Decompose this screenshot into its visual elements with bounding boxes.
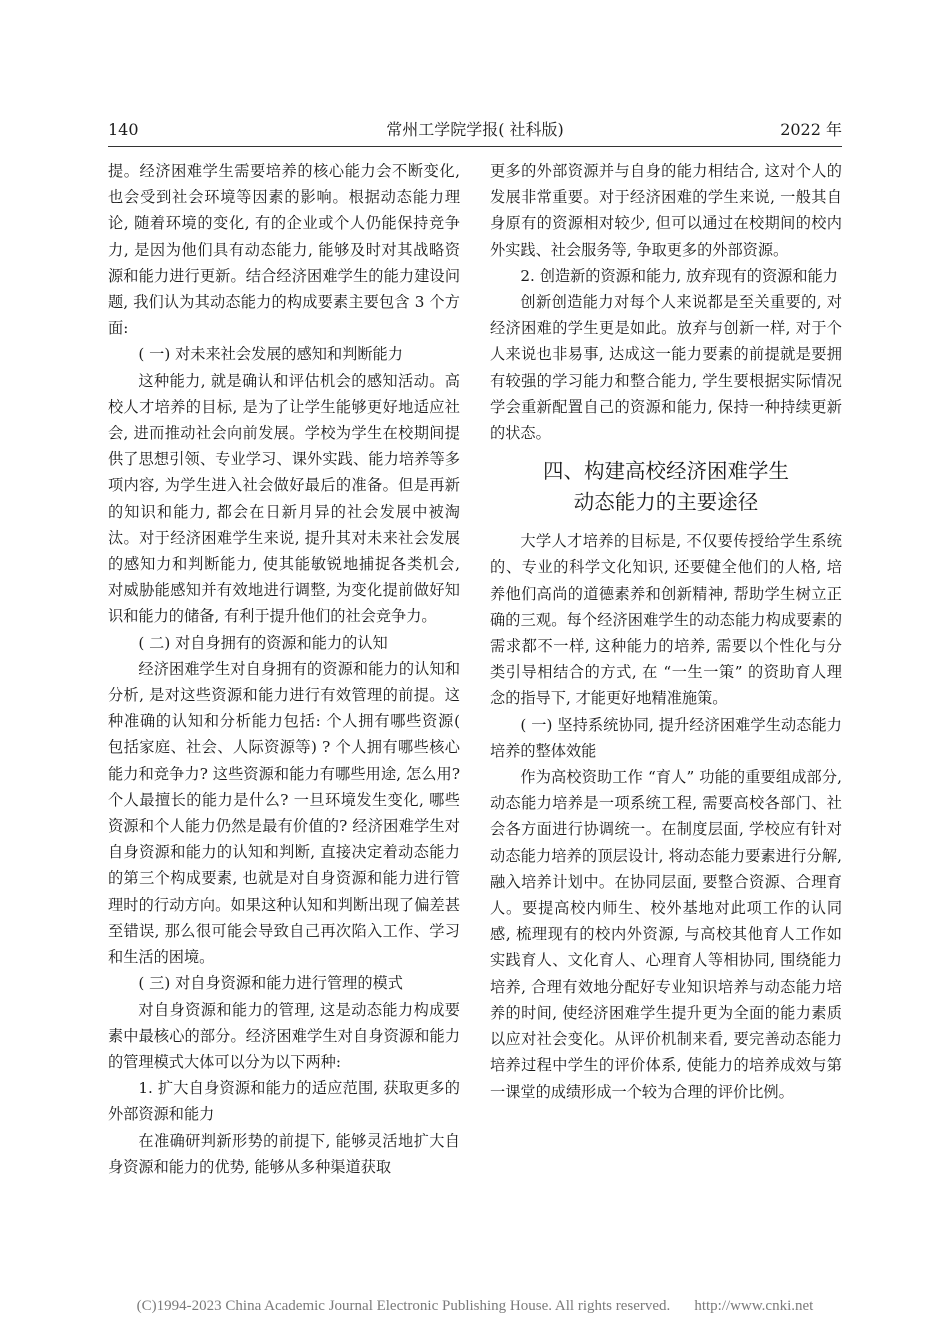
paragraph: 更多的外部资源并与自身的能力相结合, 这对个人的发展非常重要。对于经济困难的学生来说, 一般其自身原有的资源相对较少, 但可以通过在校期间的校内外实践、社会服务等, 争取更多的外部资源。 [490,162,842,259]
paragraph: 大学人才培养的目标是, 不仅要传授给学生系统的、专业的科学文化知识, 还要健全他们的人格, 培养他们高尚的道德素养和创新精神, 帮助学生树立正确的三观。每个经济困难学生的动态能力构成要素的需求都不一样, 这种能力的培养, 需要以个性化与分类引导相结合的方式, 在 “一生一策” 的资助育人理念的指导下, 才能更好地精准施策。 [490,532,842,708]
publication-year: 2022 年 [780,120,842,139]
paragraph: 在准确研判新形势的前提下, 能够灵活地扩大自身资源和能力的优势, 能够从多种渠道获取 [108,1131,460,1176]
subsection-heading: ( 一) 对未来社会发展的感知和判断能力 [138,345,403,364]
page-number: 140 [108,120,139,139]
paragraph: 经济困难学生对自身拥有的资源和能力的认知和分析, 是对这些资源和能力进行有效管理的前提。这种准确的认知和分析能力包括: 个人拥有哪些资源( 包括家庭、社会、人际资源等) ? 个人拥有哪些核心能力和竞争力? 这些资源和能力有哪些用途, 怎么用? 个人最擅长的能力是什么? 一旦环境发生变化, 哪些资源和个人能力仍然是最有价值的? 经济困难学生对自身资源和能力的认知和判断, 直接决定着动态能力的第三个构成要素, 也就是对自身资源和能力进行管理时的行动方向。如果这种认知和判断出现了偏差甚至错误, 那么很可能会导致自己再次陷入工作、学习和生活的困境。 [108,659,460,967]
paragraph: 作为高校资助工作 “育人” 功能的重要组成部分, 动态能力培养是一项系统工程, 需要高校各部门、社会各方面进行协调统一。在制度层面, 学校应有针对动态能力培养的顶层设计, 将动态能力要素进行分解, 融入培养计划中。在协同层面, 要整合资源、合理育人。要提高校内师生、校外基地对此项工作的认同感, 梳理现有的校内外资源, 与高校其他育人工作如实践育人、文化育人、心理育人等相协同, 围绕能力培养, 合理有效地分配好专业知识培养与动态能力培养的时间, 使经济困难学生提升更为全面的能力素质以应对社会变化。从评价机制来看, 要完善动态能力培养过程中学生的评价体系, 使能力的培养成效与第一课堂的成绩形成一个较为合理的评价比例。 [490,768,842,1101]
subsection-heading: ( 一) 坚持系统协同, 提升经济困难学生动态能力培养的整体效能 [490,715,842,760]
section-title-line-1: 四、构建高校经济困难学生 [543,459,789,484]
numbered-heading: 1. 扩大自身资源和能力的适应范围, 获取更多的外部资源和能力 [108,1079,460,1124]
page-header [108,116,842,144]
numbered-heading: 2. 创造新的资源和能力, 放弃现有的资源和能力 [520,266,838,285]
right-column [490,158,842,1105]
copyright-notice: (C)1994-2023 China Academic Journal Electronic Publishing House. All rights reserved. [136,1298,671,1314]
section-title-line-2: 动态能力的主要途径 [573,490,759,515]
paragraph: 提。经济困难学生需要培养的核心能力会不断变化, 也会受到社会环境等因素的影响。根据动态能力理论, 随着环境的变化, 有的企业或个人仍能保持竞争力, 是因为他们具有动态能力, 能够及时对其战略资源和能力进行更新。结合经济困难学生的能力建设问题, 我们认为其动态能力的构成要素主要包含 3 个方面: [108,162,460,338]
paragraph: 对自身资源和能力的管理, 这是动态能力构成要素中最核心的部分。经济困难学生对自身资源和能力的管理模式大体可以分为以下两种: [108,1000,460,1071]
journal-title: 常州工学院学报( 社科版) [386,120,564,139]
cnki-url[interactable]: http://www.cnki.net [694,1298,814,1314]
section-title [490,456,842,518]
subsection-heading: ( 三) 对自身资源和能力进行管理的模式 [138,974,403,993]
page-footer [0,1296,950,1316]
header-rule [108,146,842,147]
paragraph: 创新创造能力对每个人来说都是至关重要的, 对经济困难的学生更是如此。放弃与创新一样, 对于个人来说也非易事, 达成这一能力要素的前提就是要拥有较强的学习能力和整合能力, 学生要根据实际情况学会重新配置自己的资源和能力, 保持一种持续更新的状态。 [490,293,842,443]
paragraph: 这种能力, 就是确认和评估机会的感知活动。高校人才培养的目标, 是为了让学生能够更好地适应社会, 进而推动社会向前发展。学校为学生在校期间提供了思想引领、专业学习、课外实践、能力培养等多项内容, 为学生进入社会做好最后的准备。但是再新的知识和能力, 都会在日新月异的社会发展中被淘汰。对于经济困难学生来说, 提升其对未来社会发展的感知力和判断能力, 使其能敏锐地捕捉各类机会, 对威胁能感知并有效地进行调整, 为变化提前做好知识和能力的储备, 有利于提升他们的社会竞争力。 [108,371,460,626]
subsection-heading: ( 二) 对自身拥有的资源和能力的认知 [138,633,388,652]
left-column [108,158,460,1180]
